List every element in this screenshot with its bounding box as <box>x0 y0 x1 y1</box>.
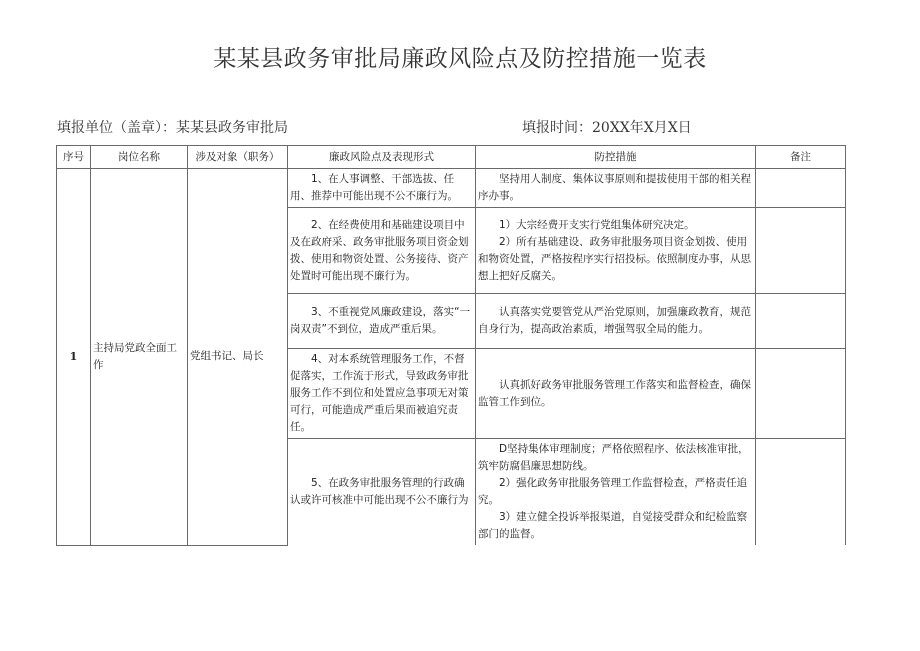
measure-text: 认真抓好政务审批服务管理工作落实和监督检查，确保监管工作到位。 <box>478 378 751 408</box>
measure-text: 认真落实党要管党从严治党原则，加强廉政教育，规范自身行为，提高政治素质，增强驾驭全局的能力。 <box>478 306 751 335</box>
notes-cell <box>756 294 846 349</box>
risk-text: 5、在政务审批服务管理的行政确认或许可核准中可能出现不公不廉行为 <box>290 477 469 506</box>
notes-cell <box>756 208 846 294</box>
risk-cell <box>288 169 476 208</box>
risk-text: 1、在人事调整、干部选拔、任用、推荐中可能出现不公不廉行为。 <box>290 173 458 202</box>
risk-cell <box>288 349 476 439</box>
target-cell: 党组书记、局长 <box>188 169 288 546</box>
risk-cell <box>288 208 476 294</box>
measures-cell <box>476 169 756 208</box>
measure-text: 1）大宗经费开支实行党组集体研究决定。 <box>499 218 695 231</box>
page-title: 某某县政务审批局廉政风险点及防控措施一览表 <box>213 46 707 72</box>
measure-text: 坚持用人制度、集体议事原则和提拔使用干部的相关程序办事。 <box>478 173 751 202</box>
measures-cell <box>476 439 756 546</box>
seq-cell: 1 <box>57 169 91 546</box>
risk-text: 4、对本系统管理服务工作，不督促落实，工作流于形式，导致政务审批服务工作不到位和处置应急事项无对策可行，可能造成严重后果而被追究责任。 <box>290 353 469 433</box>
measure-text: 2）强化政务审批服务管理工作监督检查，严格责任追究。 <box>478 477 748 506</box>
measures-cell <box>476 208 756 294</box>
risk-table <box>56 145 846 546</box>
header-target: 涉及对象（职务） <box>188 146 288 169</box>
notes-cell <box>756 169 846 208</box>
position-cell: 主持局党政全面工作 <box>91 169 188 546</box>
risk-cell <box>288 439 476 546</box>
risk-text: 3、不重视党风廉政建设，落实“一岗双责”不到位，造成严重后果。 <box>290 306 471 335</box>
header-risk: 廉政风险点及表现形式 <box>288 146 476 169</box>
header-position: 岗位名称 <box>91 146 188 169</box>
fill-time: 填报时间：20XX年X月X日 <box>522 120 692 136</box>
measure-text: 2）所有基础建设、政务审批服务项目资金划拨、使用和物资处置，严格按程序实行招投标。依照制度办事，从思想上把好反腐关。 <box>478 235 751 282</box>
notes-cell <box>756 349 846 439</box>
table-header-row <box>57 146 846 169</box>
header-notes: 备注 <box>756 146 846 169</box>
fill-unit: 填报单位（盖章）：某某县政务审批局 <box>57 120 288 136</box>
measures-cell <box>476 294 756 349</box>
table-row <box>57 169 846 208</box>
risk-cell <box>288 294 476 349</box>
risk-text: 2、在经费使用和基础建设项目中及在政府采、政务审批服务项目资金划拨、使用和物资处置、公务接待、资产处置时可能出现不廉行为。 <box>290 218 469 282</box>
notes-cell <box>756 439 846 546</box>
measures-cell <box>476 349 756 439</box>
header-seq: 序号 <box>57 146 91 169</box>
measure-text: D坚持集体审理制度；严格依照程序、依法核准审批，筑牢防腐倡廉思想防线。 <box>478 443 749 472</box>
measure-text: 3）建立健全投诉举报渠道，自觉接受群众和纪检监察部门的监督。 <box>478 511 748 540</box>
header-measures: 防控措施 <box>476 146 756 169</box>
